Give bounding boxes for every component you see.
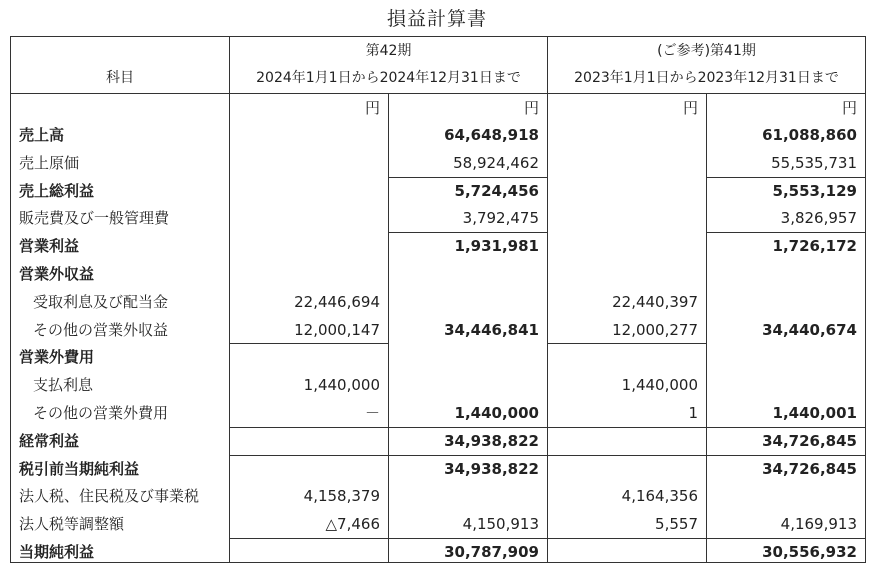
table-rule	[547, 37, 548, 562]
row-label: 営業外収益	[19, 265, 95, 283]
prior-detail-value: 4,164,356	[621, 487, 698, 505]
row-label: 販売費及び一般管理費	[19, 209, 170, 227]
prior-total-value	[707, 482, 857, 510]
current-total-value: 4,150,913	[462, 515, 539, 533]
row-label: 売上総利益	[19, 182, 95, 200]
prior-total-value: 55,535,731	[771, 154, 857, 172]
prior-detail-value	[548, 538, 698, 566]
current-detail-value: △7,466	[325, 515, 380, 533]
prior-detail-value: 1	[688, 404, 698, 422]
prior-detail-value	[548, 121, 698, 149]
current-detail-value	[230, 260, 380, 288]
current-total-value: 1,440,000	[454, 404, 539, 422]
current-detail-value	[230, 343, 380, 371]
current-total-value: 3,792,475	[462, 209, 539, 227]
table-rule	[547, 538, 706, 539]
current-detail-value	[230, 427, 380, 455]
table-rule	[11, 93, 865, 94]
table-rule	[706, 94, 707, 562]
prior-detail-value: 5,557	[655, 515, 698, 533]
prior-total-value: 34,726,845	[762, 432, 857, 450]
current-total-value	[389, 482, 539, 510]
prior-total-value: 4,169,913	[780, 515, 857, 533]
current-total-value	[389, 343, 539, 371]
prior-detail-value: 22,440,397	[612, 293, 698, 311]
current-total-value	[389, 371, 539, 399]
unit-label: 円	[523, 99, 539, 117]
row-label: 法人税、住民税及び事業税	[19, 487, 200, 505]
prior-total-value: 5,553,129	[772, 182, 857, 200]
table-rule	[388, 177, 547, 178]
prior-detail-value	[548, 232, 698, 260]
current-detail-value: －	[364, 404, 380, 422]
row-label: その他の営業外費用	[33, 404, 169, 422]
table-rule	[388, 232, 547, 233]
row-label: 法人税等調整額	[19, 515, 125, 533]
income-statement-table	[10, 36, 866, 563]
prior-detail-value: 1,440,000	[621, 376, 698, 394]
row-label: 税引前当期純利益	[19, 460, 140, 478]
table-rule	[706, 177, 865, 178]
table-rule	[388, 455, 547, 456]
unit-label: 円	[841, 99, 857, 117]
prior-detail-value: 12,000,277	[612, 321, 698, 339]
current-detail-value	[230, 177, 380, 205]
current-total-value: 5,724,456	[454, 182, 539, 200]
row-label: 当期純利益	[19, 543, 95, 561]
table-rule	[706, 455, 865, 456]
current-total-value: 30,787,909	[444, 543, 539, 561]
current-detail-value: 12,000,147	[294, 321, 380, 339]
table-rule	[229, 455, 388, 456]
table-rule	[547, 343, 706, 344]
table-rule	[388, 538, 547, 539]
table-rule	[388, 94, 389, 562]
table-rule	[547, 427, 706, 428]
row-label: 営業外費用	[19, 348, 95, 366]
current-detail-value: 1,440,000	[303, 376, 380, 394]
prior-detail-value	[548, 427, 698, 455]
row-label: 売上高	[19, 126, 65, 144]
current-total-value	[389, 288, 539, 316]
table-rule	[706, 538, 865, 539]
period-current-range: 2024年1月1日から2024年12月31日まで	[256, 70, 521, 86]
current-total-value	[389, 260, 539, 288]
current-detail-value: 22,446,694	[294, 293, 380, 311]
prior-detail-value	[548, 260, 698, 288]
prior-detail-value	[548, 204, 698, 232]
table-rule	[706, 427, 865, 428]
current-detail-value	[230, 121, 380, 149]
current-detail-value	[230, 204, 380, 232]
table-rule	[229, 37, 230, 562]
prior-total-value: 34,440,674	[762, 321, 857, 339]
row-label: その他の営業外収益	[33, 321, 169, 339]
period-current-label: 第42期	[365, 43, 412, 59]
table-rule	[229, 427, 388, 428]
unit-label: 円	[682, 99, 698, 117]
table-rule	[229, 343, 388, 344]
row-label: 受取利息及び配当金	[33, 293, 169, 311]
current-detail-value	[230, 149, 380, 177]
account-column-header: 科目	[106, 70, 134, 86]
current-detail-value	[230, 232, 380, 260]
page-title: 損益計算書	[386, 8, 487, 30]
current-total-value: 34,938,822	[444, 432, 539, 450]
prior-total-value	[707, 343, 857, 371]
period-prior-label: (ご参考)第41期	[657, 43, 756, 59]
current-total-value: 64,648,918	[444, 126, 539, 144]
current-detail-value: 4,158,379	[303, 487, 380, 505]
period-prior-range: 2023年1月1日から2023年12月31日まで	[574, 70, 839, 86]
table-rule	[547, 455, 706, 456]
row-label: 経常利益	[19, 432, 80, 450]
current-total-value: 1,931,981	[454, 237, 539, 255]
current-detail-value	[230, 538, 380, 566]
row-label: 売上原価	[19, 154, 80, 172]
prior-detail-value	[548, 177, 698, 205]
row-label: 営業利益	[19, 237, 80, 255]
current-total-value: 34,938,822	[444, 460, 539, 478]
prior-detail-value	[548, 149, 698, 177]
prior-detail-value	[548, 455, 698, 483]
prior-total-value: 1,440,001	[772, 404, 857, 422]
table-rule	[388, 427, 547, 428]
current-detail-value	[230, 455, 380, 483]
prior-total-value: 61,088,860	[762, 126, 857, 144]
prior-total-value: 30,556,932	[762, 543, 857, 561]
prior-total-value	[707, 288, 857, 316]
table-rule	[706, 232, 865, 233]
prior-total-value: 34,726,845	[762, 460, 857, 478]
current-total-value: 58,924,462	[453, 154, 539, 172]
prior-detail-value	[548, 343, 698, 371]
current-total-value: 34,446,841	[444, 321, 539, 339]
row-label: 支払利息	[33, 376, 94, 394]
unit-label: 円	[364, 99, 380, 117]
prior-total-value: 1,726,172	[772, 237, 857, 255]
table-rule	[229, 538, 388, 539]
prior-total-value: 3,826,957	[780, 209, 857, 227]
prior-total-value	[707, 260, 857, 288]
prior-total-value	[707, 371, 857, 399]
